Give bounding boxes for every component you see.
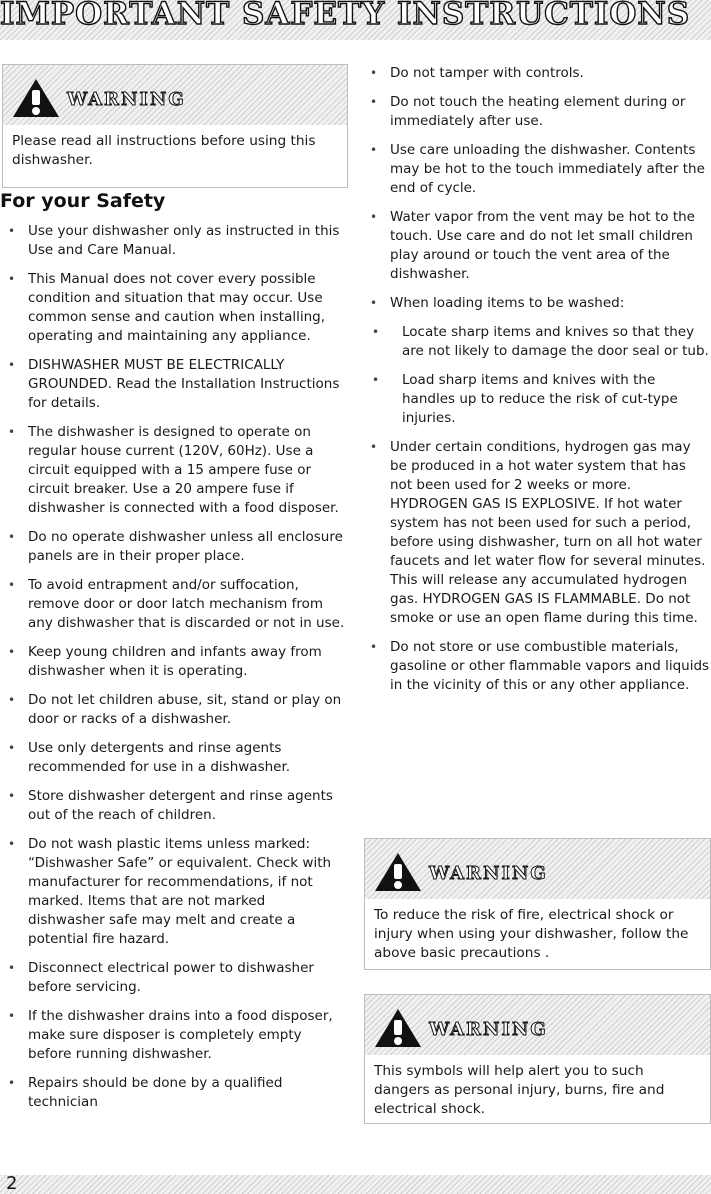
list-item: • Use care unloading the dishwasher. Contents may be hot to the touch immediately after the end of cycle. xyxy=(364,141,711,198)
page-number: 2 xyxy=(6,1173,18,1194)
warning-text: Please read all instructions before using this dishwasher. xyxy=(12,133,316,168)
warning-label: WARNING xyxy=(429,1019,548,1040)
list-item: • Disconnect electrical power to dishwasher before servicing. xyxy=(2,959,346,997)
warning-text: To reduce the risk of fire, electrical shock or injury when using your dishwasher, follow the above basic precautions . xyxy=(374,907,689,961)
list-item: • Do no operate dishwasher unless all enclosure panels are in their proper place. xyxy=(2,528,346,566)
list-item: • Repairs should be done by a qualified technician xyxy=(2,1074,346,1112)
list-item: • DISHWASHER MUST BE ELECTRICALLY GROUNDED. Read the Installation Instructions for details. xyxy=(2,356,346,413)
list-item: • If the dishwasher drains into a food disposer, make sure disposer is completely empty before running dishwasher. xyxy=(2,1007,346,1064)
page-footer xyxy=(0,1175,711,1194)
left-safety-list xyxy=(2,222,346,1122)
list-item: • When loading items to be washed: xyxy=(364,294,711,313)
list-item: • Do not store or use combustible materials, gasoline or other flammable vapors and liquids in the vicinity of this or any other appliance. xyxy=(364,638,711,695)
warning-triangle-icon xyxy=(373,1007,423,1049)
list-item: • The dishwasher is designed to operate on regular house current (120V, 60Hz). Use a circuit equipped with a 15 ampere fuse or circuit breaker. Use a 20 ampere fuse if dishwasher is connected with a food disposer. xyxy=(2,423,346,518)
section-title: For your Safety xyxy=(0,190,166,212)
list-item: • Do not wash plastic items unless marked: “Dishwasher Safe” or equivalent. Check with manufacturer for recommendations, if not marked. Items that are not marked dishwasher safe may melt and create a potential fire hazard. xyxy=(2,835,346,949)
list-item: • Store dishwasher detergent and rinse agents out of the reach of children. xyxy=(2,787,346,825)
warning-text: This symbols will help alert you to such dangers as personal injury, burns, fire and electrical shock. xyxy=(374,1063,665,1117)
title-banner xyxy=(0,0,711,40)
list-item: • Keep young children and infants away from dishwasher when it is operating. xyxy=(2,643,346,681)
list-item: • This Manual does not cover every possible condition and situation that may occur. Use common sense and caution when installing, operating and maintaining any appliance. xyxy=(2,270,346,346)
right-safety-list xyxy=(364,64,711,705)
list-item: • To avoid entrapment and/or suffocation, remove door or door latch mechanism from any dishwasher that is discarded or not in use. xyxy=(2,576,346,633)
warning-box-top xyxy=(2,64,348,188)
list-item: • Do not let children abuse, sit, stand or play on door or racks of a dishwasher. xyxy=(2,691,346,729)
warning-header xyxy=(365,995,710,1055)
list-item: • Load sharp items and knives with the handles up to reduce the risk of cut-type injuries. xyxy=(364,371,711,428)
list-item: • Locate sharp items and knives so that they are not likely to damage the door seal or tub. xyxy=(364,323,711,361)
page-title: IMPORTANT SAFETY INSTRUCTIONS xyxy=(0,0,691,32)
warning-box-mid xyxy=(364,838,711,970)
list-item: • Use your dishwasher only as instructed in this Use and Care Manual. xyxy=(2,222,346,260)
warning-header xyxy=(3,65,347,125)
list-item: • Water vapor from the vent may be hot to the touch. Use care and do not let small children play around or touch the vent area of the dishwasher. xyxy=(364,208,711,284)
warning-triangle-icon xyxy=(11,77,61,119)
warning-label: WARNING xyxy=(67,89,186,110)
list-item: • Do not touch the heating element during or immediately after use. xyxy=(364,93,711,131)
warning-box-bottom xyxy=(364,994,711,1124)
list-item: • Use only detergents and rinse agents recommended for use in a dishwasher. xyxy=(2,739,346,777)
list-item: • Do not tamper with controls. xyxy=(364,64,711,83)
warning-triangle-icon xyxy=(373,851,423,893)
warning-label: WARNING xyxy=(429,863,548,884)
list-item: • Under certain conditions, hydrogen gas may be produced in a hot water system that has not been used for 2 weeks or more. HYDROGEN GAS IS EXPLOSIVE. If hot water system has not been used for such a period, before using dishwasher, turn on all hot water faucets and let water flow for several minutes. This will release any accumulated hydrogen gas. HYDROGEN GAS IS FLAMMABLE. Do not smoke or use an open flame during this time. xyxy=(364,438,711,628)
warning-header xyxy=(365,839,710,899)
